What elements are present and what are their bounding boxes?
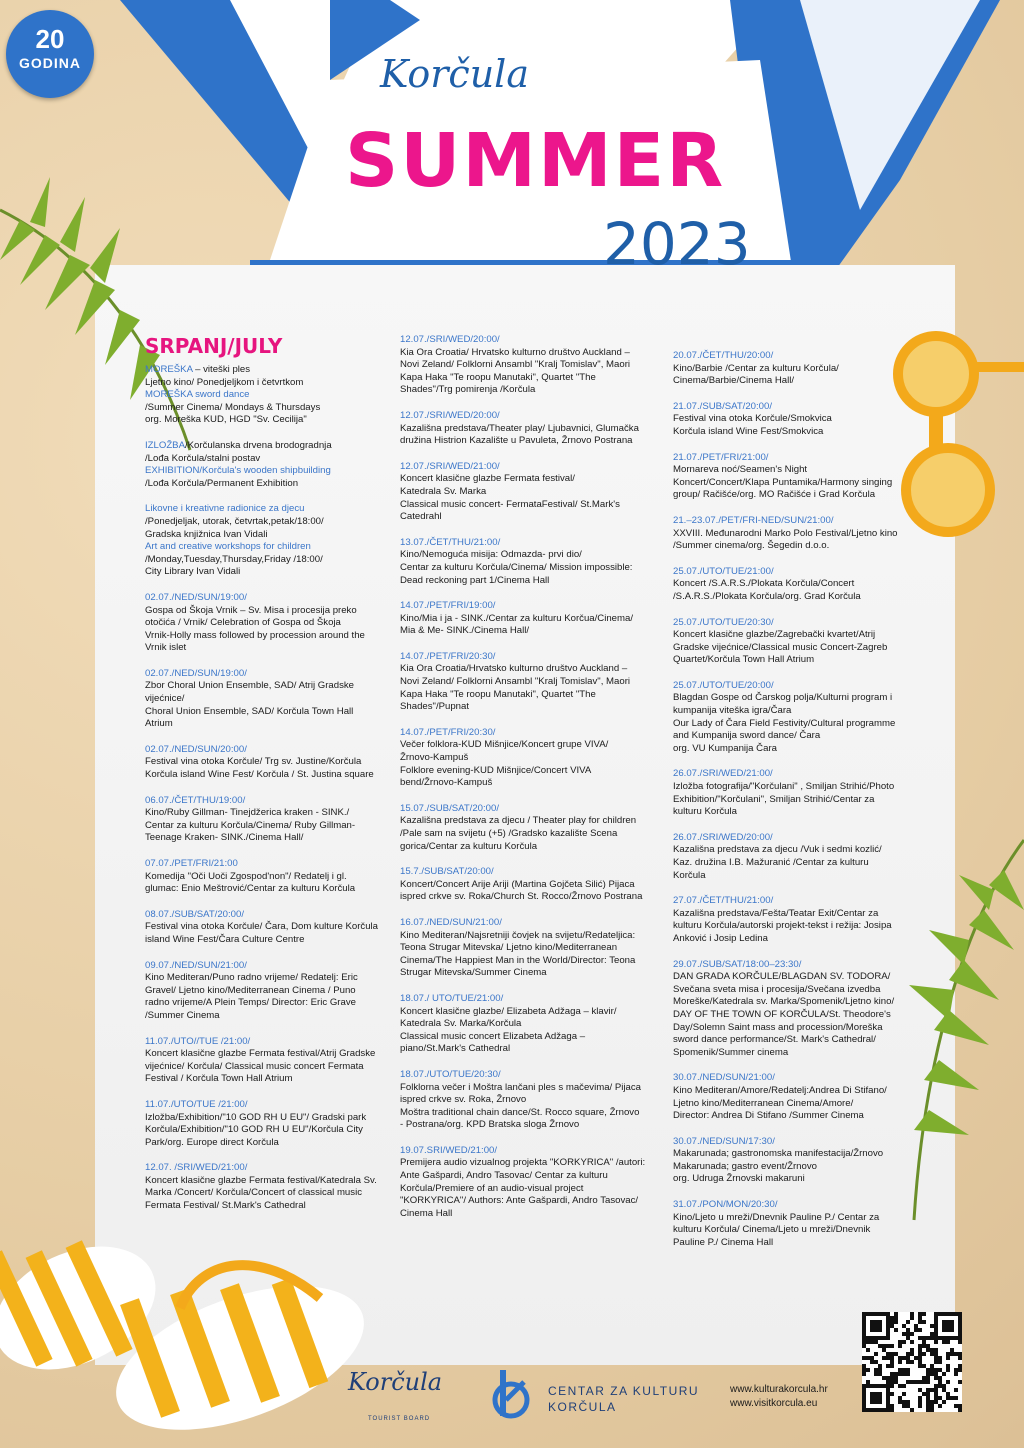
event-entry [400, 1145, 662, 1221]
event-line: /Monday,Tuesday,Thursday,Friday /18:00/ [145, 553, 323, 565]
event-line: /Summer Cinema [145, 1009, 220, 1021]
event-line: Mia & Me- SINK./Cinema Hall/ [400, 625, 530, 637]
event-date: 16.07./NED/SUN/21:00/ [400, 916, 502, 928]
event-line: Festival vina otoka Korčule/ Čara, Dom kulture Korčula [145, 921, 379, 933]
page-title: SUMMER [345, 118, 726, 204]
event-line: Classical music concert- FermataFestival/ St.Mark's [400, 498, 620, 510]
brand-title: Korčula [380, 52, 529, 96]
event-entry [673, 452, 923, 502]
event-line: "KORKYRICA"/ Authors: Ante Gašpardi, Andro Tasovac/ [400, 1195, 639, 1207]
event-line: Korčula island Wine Fest/Smokvica [673, 425, 824, 437]
event-line: org. Moreška KUD, HGD "Sv. Cecilija" [145, 414, 307, 426]
event-line: kulturu Korčula/autorski projekt-tekst i režija: Josipa [673, 920, 892, 932]
event-line: Novi Zeland/ Folklorni Ansambl "Kralj Tomislav", Maori [400, 676, 631, 688]
event-line: /Summer cinema/org. Šegedin d.o.o. [673, 540, 830, 552]
event-line: Cinema Hall [400, 1207, 453, 1219]
event-date: 02.07./NED/SUN/19:00/ [145, 591, 247, 603]
event-line: Koncert/Concert/Klapa Puntamika/Harmony singing [673, 476, 893, 488]
event-date: 11.07./UTO/TUE /21:00/ [145, 1098, 248, 1110]
event-line: Moštra traditional chain dance/St. Rocco square, Žrnovo [400, 1106, 640, 1118]
event-entry [400, 917, 662, 980]
culture-centre-logo-icon [486, 1370, 536, 1420]
event-entry [673, 832, 923, 882]
event-line: Cinema/Barbie/Cinema Hall/ [673, 375, 795, 387]
event-line: družina Histrion Kazalište u Pavuleta, Žrnovo Postrana [400, 435, 633, 447]
event-line: Zbor Choral Union Ensemble, SAD/ Atrij Gradske [145, 680, 355, 692]
event-date: 12.07./SRI/WED/20:00/ [400, 334, 500, 345]
event-line: MOREŠKA – viteški ples [145, 364, 251, 375]
event-line: Choral Union Ensemble, SAD/ Korčula Town Hall [145, 705, 354, 717]
event-line: Ljetno kino/ Ponedjeljkom i četvrtkom [145, 376, 304, 388]
event-date: 02.07./NED/SUN/19:00/ [145, 667, 247, 679]
event-line: and Kumpanija sword dance/ Čara [673, 730, 821, 742]
event-line: Festival / Korčula Town Hall Atrium [145, 1073, 293, 1085]
event-date: 26.07./SRI/WED/21:00/ [673, 768, 773, 780]
event-line: Vrnik-Holly mass followed by procession around the [145, 629, 365, 641]
tourist-board-logo: Korčula [348, 1368, 443, 1396]
event-line: Shades"/Pupnat [400, 701, 470, 713]
event-line: Festival vina otoka Korčule/ Trg sv. Justine/Korčula [145, 756, 362, 768]
event-line: Kino Mediteran/Puno radno vrijeme/ Redatelj: Eric [145, 972, 358, 984]
event-line: Park/org. Europe direct Korčula [145, 1136, 279, 1148]
event-line: Korčula [673, 869, 706, 881]
event-line: Folklorna večer i Moštra lančani ples s mačevima/ Pijaca [400, 1081, 642, 1093]
event-line: otočića / Vrnik/ Celebration of Gospa od Škoja [145, 617, 341, 629]
event-line: Centar za kulturu Korčula/Cinema/ Ruby Gillman- [145, 819, 356, 831]
event-date: 14.07./PET/FRI/20:30/ [400, 650, 496, 662]
event-line: Blagdan Gospe od Čarskog polja/Kulturni program i [673, 692, 893, 704]
event-line: Our Lady of Čara Field Festivity/Cultural programme [673, 717, 896, 729]
event-entry [673, 1199, 923, 1249]
event-line: bend/Žrnovo-Kampuš [400, 777, 493, 789]
event-entry [145, 909, 395, 947]
event-line: Kino/Nemoguća misija: Odmazda- prvi dio/ [400, 549, 582, 561]
event-line: Gradske vijećnice/Classical music Concert-Zagreb [673, 641, 888, 653]
event-date: 30.07./NED/SUN/17:30/ [673, 1135, 775, 1147]
event-line: gorica/Centar za kulturu Korčula [400, 840, 538, 852]
event-line: Classical music concert Elizabeta Adžaga – [400, 1030, 586, 1042]
event-line: Pauline P./ Cinema Hall [673, 1236, 774, 1248]
event-line: Festival vina otoka Korčule/Smokvica [673, 413, 832, 425]
event-date: 29.07./SUB/SAT/18:00–23:30/ [673, 958, 802, 970]
event-line: City Library Ivan Vidali [145, 566, 241, 578]
event-entry [400, 803, 662, 853]
event-line: DAN GRADA KORČULE/BLAGDAN SV. TODORA/ [673, 971, 891, 983]
event-line: ispred crkve sv. Roka/Church St. Rocco/Žrnovo Postrana [400, 891, 643, 903]
event-line: vijećnice/ Korčula/ Classical music concert Fermata [145, 1060, 364, 1072]
event-line: /Summer Cinema/ Mondays & Thursdays [145, 401, 321, 413]
event-line: kulturu Korčula/ Cinema/Ljeto u mreži/Dnevnik [673, 1224, 871, 1236]
event-line: Anković i Josip Ledina [673, 932, 768, 944]
flip-flops-decoration [0, 1188, 380, 1448]
event-date: 11.07./UTO//TUE /21:00/ [145, 1035, 251, 1047]
event-line: Kapa Haka "Te roopu Manutaki", Quartet "The [400, 371, 596, 383]
event-line: sword dance performance/St. Mark's Cathedral/ [673, 1034, 876, 1046]
event-line: glumac: Enio Meštrović/Centar za kulturu Korčula [145, 883, 356, 895]
event-date: 14.07./PET/FRI/20:30/ [400, 726, 496, 738]
event-line: Gospa od Škoja Vrnik – Sv. Misa i procesija preko [145, 604, 357, 616]
event-date: 14.07./PET/FRI/19:00/ [400, 600, 496, 612]
event-entry [145, 668, 395, 731]
event-line: Premijera audio vizualnog projekta "KORKYRICA" /autori: [400, 1157, 646, 1169]
event-line: Gravel/ Ljetno kino/Mediterranean Cinema / Puno [145, 984, 356, 996]
event-line: Katedrala Sv. Marka/Korčula [400, 1018, 522, 1030]
event-date: 15.07./SUB/SAT/20:00/ [400, 802, 500, 814]
event-line: Koncert /S.A.R.S./Plokata Korčula/Concert [673, 578, 855, 590]
event-line: Koncert klasične glazbe Fermata festival/ [400, 473, 575, 485]
event-line: Koncert klasične glazbe Fermata festival/Atrij Gradske [145, 1048, 376, 1060]
event-line: Fermata Festival/ St.Mark's Cathedral [145, 1200, 306, 1212]
event-line: IZLOŽBA/Korčulanska drvena brodogradnja [145, 439, 332, 451]
event-date: 26.07./SRI/WED/20:00/ [673, 831, 773, 843]
event-date: 07.07./PET/FRI/21:00 [145, 858, 238, 869]
event-entry [145, 503, 395, 579]
event-line: Večer folklora-KUD Mišnjice/Koncert grupe VIVA/ [400, 739, 609, 751]
event-date: 15.7./SUB/SAT/20:00/ [400, 866, 494, 878]
event-date: 12.07. /SRI/WED/21:00/ [145, 1162, 248, 1174]
event-line: Izložba/Exhibition/"10 GOD RH U EU"/ Gradski park [145, 1111, 367, 1123]
event-entry [400, 866, 662, 904]
event-line: org. Udruga Žrnovski makaruni [673, 1173, 805, 1185]
event-entry [400, 1069, 662, 1132]
event-line: kulturu Korčula [673, 806, 737, 818]
event-line: Korčula/Exhibition/"10 GOD RH U EU"/Korčula City [145, 1124, 363, 1136]
event-line: /S.A.R.S./Plokata Korčula/org. Grad Korčula [673, 590, 861, 602]
event-entry [400, 334, 662, 397]
event-line: Director: Andrea Di Stifano /Summer Cinema [673, 1110, 864, 1122]
event-line: Kino/Barbie /Centar za kulturu Korčula/ [673, 362, 839, 374]
event-line: org. VU Kumpanija Čara [673, 742, 777, 754]
event-line: Kia Ora Croatia/ Hrvatsko kulturno društvo Auckland – [400, 346, 630, 358]
event-line: Kino/Ljeto u mreži/Dnevnik Pauline P./ Centar za [673, 1211, 880, 1223]
event-entry [673, 515, 923, 553]
event-entry [400, 727, 662, 790]
anniversary-badge [6, 10, 94, 98]
event-entry [673, 768, 923, 818]
event-entry [673, 566, 923, 604]
event-line: Kino/Mia i ja - SINK./Centar za kulturu Korčua/Cinema/ [400, 612, 634, 624]
event-line: Kaz. družina I.B. Mažuranić /Centar za kulturu [673, 857, 869, 868]
website-link-2[interactable]: www.visitkorcula.eu [730, 1398, 818, 1409]
event-line: Izložba fotografija/"Korčulani" , Smiljan Strihić/Photo [673, 781, 895, 793]
event-entry [145, 1099, 395, 1149]
event-line: vijećnice/ [145, 693, 185, 705]
event-line: Atrium [145, 718, 173, 730]
event-line: Komedija "Oči Uoči Zgospod'non"/ Redatelj i gl. [145, 870, 347, 882]
badge-number: 20 [35, 24, 65, 54]
event-line: Koncert/Concert Arije Ariji (Martina Gojčeta Silić) Pijaca [400, 878, 635, 890]
event-entry [673, 617, 923, 667]
events-column-2 [400, 334, 662, 1233]
event-date: 08.07./SUB/SAT/20:00/ [145, 908, 245, 920]
tourist-board-sub: TOURIST BOARD [368, 1416, 431, 1422]
event-date: 12.07./SRI/WED/20:00/ [400, 409, 500, 421]
event-line: Žrnovo-Kampuš [400, 752, 469, 764]
event-line: - Postrana/org. KPD Bratska sloga Žrnovo [400, 1119, 580, 1131]
event-line: Mornareva noć/Seamen's Night [673, 464, 808, 476]
event-line: Vrnik islet [145, 642, 187, 654]
event-date: 25.07./UTO/TUE/20:00/ [673, 679, 774, 691]
events-column-3 [673, 350, 923, 1262]
event-line: DAY OF THE TOWN OF KORČULA/St. Theodore's [673, 1008, 891, 1020]
qr-code-icon[interactable] [862, 1312, 962, 1412]
event-line: Ljetno kino/Mediterranean Cinema/Amore/ [673, 1097, 854, 1109]
event-line: Kazališna predstava/Fešta/Teatar Exit/Centar za [673, 907, 879, 919]
event-date: 25.07./UTO/TUE/20:30/ [673, 616, 774, 628]
event-line: /Lođa Korčula/stalni postav [145, 452, 261, 464]
event-line: Folklore evening-KUD Mišnjice/Concert VIVA [400, 764, 592, 776]
event-date: 19.07.SRI/WED/21:00/ [400, 1144, 498, 1156]
event-entry [400, 993, 662, 1056]
events-column-1 [145, 364, 395, 1226]
event-date: 25.07./UTO/TUE/21:00/ [673, 565, 774, 577]
event-date: 02.07./NED/SUN/20:00/ [145, 743, 247, 755]
event-date: 27.07./ČET/THU/21:00/ [673, 895, 774, 907]
event-line: Dead reckoning part 1/Cinema Hall [400, 574, 550, 586]
event-line: Koncert klasične glazbe/ Elizabeta Adžaga – klavir/ [400, 1005, 617, 1017]
event-entry [145, 795, 395, 845]
event-line: Ante Gašpardi, Andro Tasovac/ Centar za kulturu [400, 1170, 608, 1182]
website-link-1[interactable]: www.kulturakorcula.hr [730, 1384, 828, 1395]
event-line: Day/Solemn Saint mass and procession/Moreška [673, 1021, 883, 1033]
event-line: kumpanija viteška igra/Čara [673, 705, 792, 717]
event-date: 18.07./UTO/TUE/20:30/ [400, 1068, 501, 1080]
event-line: Novi Zeland/ Folklorni Ansambl "Kralj Tomislav", Maori [400, 359, 631, 371]
event-entry [145, 858, 395, 896]
event-line: Gradska knjižnica Ivan Vidali [145, 528, 268, 540]
event-entry [673, 895, 923, 945]
culture-centre-name-2: KORČULA [548, 1400, 617, 1414]
event-line: Likovne i kreativne radionice za djecu [145, 503, 305, 515]
event-line: Spomenik/Summer cinema [673, 1046, 789, 1058]
event-line: Strugar Mitevska/Summer Cinema [400, 967, 547, 979]
event-entry [673, 401, 923, 439]
event-line: XXVIII. Međunarodni Marko Polo Festival/Ljetno kino [673, 527, 898, 539]
event-line: Kazališna predstava za djecu /Vuk i sedmi kozlić/ [673, 844, 882, 856]
event-line: Centar za kulturu Korčula/Cinema/ Mission impossible: [400, 561, 633, 573]
month-heading: SRPANJ/JULY [145, 334, 283, 358]
event-entry [145, 1036, 395, 1086]
event-entry [400, 410, 662, 448]
event-line: Teenage Kraken- SINK./Cinema Hall/ [145, 832, 304, 844]
event-line: Makarunada; gastronomska manifestacija/Žrnovo [673, 1148, 884, 1160]
culture-centre-name-1: CENTAR ZA KULTURU [548, 1384, 700, 1398]
event-entry [145, 1162, 395, 1212]
event-line: MOREŠKA sword dance [145, 389, 250, 401]
year-title: 2023 [603, 210, 751, 278]
event-entry [673, 680, 923, 756]
event-line: Catedrahl [400, 511, 442, 523]
event-date: 31.07./PON/MON/20:30/ [673, 1199, 778, 1211]
event-line: /Pale sam na svijetu (+5) /Gradsko kazalište Scena [400, 828, 618, 839]
event-date: 06.07./ČET/THU/19:00/ [145, 794, 246, 806]
event-line: island Wine Fest/Čara Culture Centre [145, 933, 305, 945]
event-entry [673, 959, 923, 1060]
event-line: Svečana sveta misa i procesija/Svečana izvedba [673, 983, 881, 995]
event-line: Quartet/Korčula Town Hall Atrium [673, 654, 815, 666]
event-line: /Lođa Korčula/Permanent Exhibition [145, 477, 299, 489]
event-line: Kino Mediteran/Najsretniji čovjek na svijetu/Redateljica: [400, 929, 636, 941]
event-entry [145, 960, 395, 1023]
event-entry [400, 461, 662, 524]
event-entry [400, 600, 662, 638]
event-line: Art and creative workshops for children [145, 541, 311, 553]
event-line: Exhibition/"Korčulani", Smiljan Strihić/Centar za [673, 793, 875, 805]
event-date: 20.07./ČET/THU/20:00/ [673, 350, 774, 361]
event-entry [145, 440, 395, 490]
event-line: Korčula island Wine Fest/ Korčula / St. Justina square [145, 769, 374, 781]
event-line: EXHIBITION/Korčula's wooden shipbuilding [145, 465, 331, 477]
event-date: 12.07./SRI/WED/21:00/ [400, 460, 500, 472]
event-line: /Ponedjeljak, utorak, četvrtak,petak/18:00/ [145, 515, 324, 527]
event-line: Kazališna predstava/Theater play/ Ljubavnici, Glumačka [400, 422, 639, 434]
event-line: Kia Ora Croatia/Hrvatsko kulturno društvo Auckland – [400, 663, 628, 675]
event-entry [673, 350, 923, 388]
event-line: Kazališna predstava za djecu / Theater play for children [400, 815, 637, 827]
event-line: Moreške/Katedrala sv. Marka/Spomenik/Ljetno kino/ [673, 996, 895, 1008]
event-line: Teona Strugar Mitevska/ Ljetno kino/Mediterranean [400, 942, 618, 954]
event-entry [145, 592, 395, 655]
event-date: 21.07./SUB/SAT/20:00/ [673, 400, 773, 412]
badge-label: GODINA [19, 55, 81, 71]
event-line: Cinema/The Happiest Man in the World/Director: Teona [400, 954, 636, 966]
event-line: Marka /Concert/ Korčula/Concert of classical music [145, 1187, 362, 1199]
event-line: Shades"/Trg pomirenja /Korčula [400, 384, 536, 396]
event-date: 21.–23.07./PET/FRI-NED/SUN/21:00/ [673, 514, 834, 526]
event-entry [400, 651, 662, 714]
event-line: Makarunada; gastro event/Žrnovo [673, 1160, 817, 1172]
event-line: Katedrala Sv. Marka [400, 485, 487, 497]
event-line: Kino/Ruby Gillman- Tinejdžerica kraken - SINK./ [145, 807, 350, 819]
event-entry [145, 364, 395, 427]
event-date: 18.07./ UTO/TUE/21:00/ [400, 992, 504, 1004]
event-line: Kino Mediteran/Amore/Redatelj:Andrea Di Stifano/ [673, 1084, 887, 1096]
event-line: piano/St.Mark's Cathedral [400, 1043, 511, 1055]
event-date: 30.07./NED/SUN/21:00/ [673, 1072, 775, 1084]
event-line: Korčula/Premiere of an audio-visual project [400, 1182, 584, 1194]
event-line: Koncert klasične glazbe/Zagrebački kvartet/Atrij [673, 629, 876, 641]
event-line: Kapa Haka "Te roopu Manutaki", Quartet "The [400, 688, 596, 700]
event-line: radno vrijeme/A Plein Temps/ Director: Eric Grave [145, 997, 356, 1009]
event-date: 13.07./ČET/THU/21:00/ [400, 536, 501, 548]
event-line: Koncert klasične glazbe Fermata festival/Katedrala Sv. [145, 1174, 377, 1186]
event-entry [145, 744, 395, 782]
event-line: group/ Račišće/org. MO Račišće i Grad Korčula [673, 489, 876, 501]
event-entry [400, 537, 662, 587]
event-entry [673, 1136, 923, 1186]
event-date: 21.07./PET/FRI/21:00/ [673, 451, 769, 463]
event-date: 09.07./NED/SUN/21:00/ [145, 959, 247, 971]
event-entry [673, 1072, 923, 1122]
event-line: ispred crkve sv. Roka, Žrnovo [400, 1094, 527, 1106]
